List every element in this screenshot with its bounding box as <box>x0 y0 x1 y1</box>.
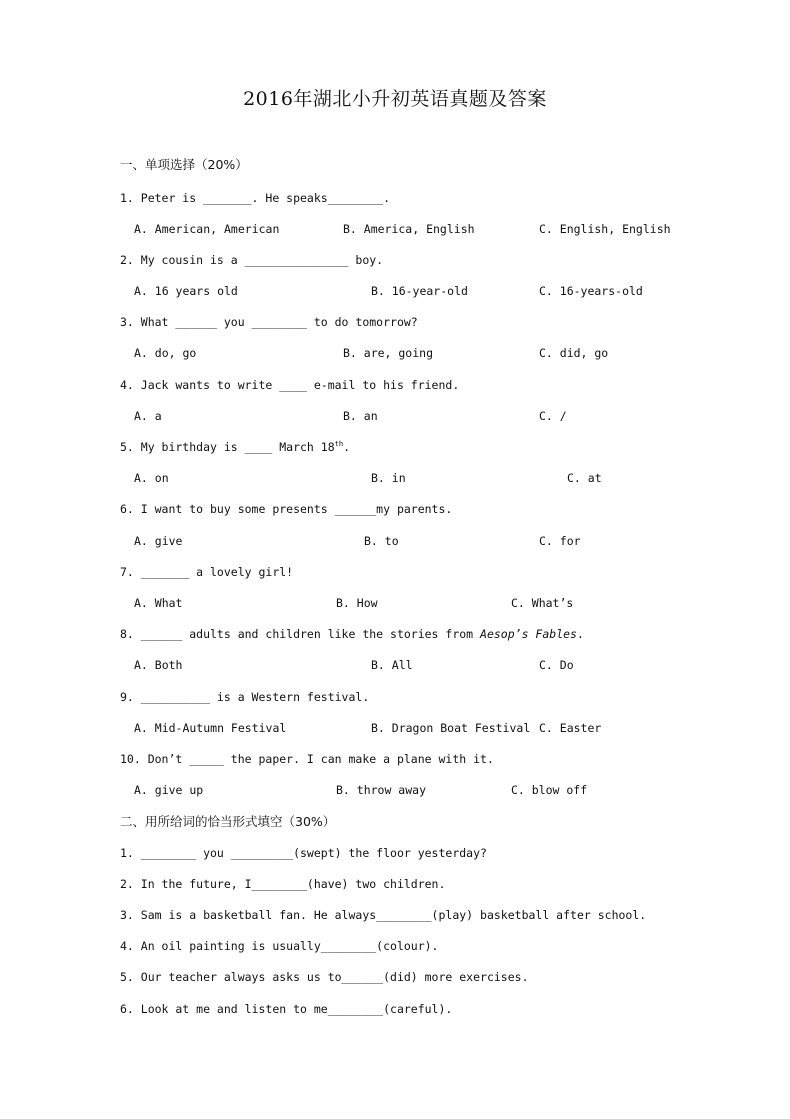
option-5c: C. at <box>567 471 602 485</box>
question-8 <box>120 627 584 641</box>
question-9: 9. __________ is a Western festival. <box>120 690 370 704</box>
option-10b: B. throw away <box>336 783 427 797</box>
option-10a: A. give up <box>134 783 204 797</box>
option-6a: A. give <box>134 534 183 548</box>
question-8-end: . <box>576 627 584 641</box>
book-title: Aesop’s Fables <box>480 627 577 641</box>
fill-question-6: 6. Look at me and listen to me________(careful). <box>120 1002 453 1016</box>
option-9c: C. Easter <box>539 721 602 735</box>
fill-question-4: 4. An oil painting is usually________(colour). <box>120 939 439 953</box>
option-3c: C. did, go <box>539 346 609 360</box>
fill-question-3: 3. Sam is a basketball fan. He always________(play) basketball after school. <box>120 908 647 922</box>
question-6: 6. I want to buy some presents ______my parents. <box>120 502 453 516</box>
question-10: 10. Don’t _____ the paper. I can make a plane with it. <box>120 752 494 766</box>
question-5-text: 5. My birthday is ____ March 18 <box>120 440 335 454</box>
option-4c: C. / <box>539 409 567 423</box>
option-2a: A. 16 years old <box>134 284 238 298</box>
option-10c: C. blow off <box>511 783 588 797</box>
option-3a: A. do, go <box>134 346 197 360</box>
fill-question-2: 2. In the future, I________(have) two children. <box>120 877 446 891</box>
option-7a: A. What <box>134 596 183 610</box>
option-1a: A. American, American <box>134 222 280 236</box>
question-7: 7. _______ a lovely girl! <box>120 565 294 579</box>
option-2b: B. 16-year-old <box>371 284 468 298</box>
option-8c: C. Do <box>539 658 574 672</box>
question-2: 2. My cousin is a _______________ boy. <box>120 253 384 267</box>
fill-question-1: 1. ________ you _________(swept) the floor yesterday? <box>120 846 487 860</box>
page-title: 2016年湖北小升初英语真题及答案 <box>243 88 547 110</box>
option-5b: B. in <box>371 471 406 485</box>
option-8b: B. All <box>371 658 413 672</box>
question-3: 3. What ______ you ________ to do tomorrow? <box>120 315 418 329</box>
question-4: 4. Jack wants to write ____ e-mail to his friend. <box>120 378 460 392</box>
question-5 <box>120 440 350 454</box>
option-4b: B. an <box>343 409 378 423</box>
option-5a: A. on <box>134 471 169 485</box>
option-8a: A. Both <box>134 658 183 672</box>
option-1b: B. America, English <box>343 222 475 236</box>
section-heading-2: 二、用所给词的恰当形式填空（30%） <box>120 814 336 829</box>
question-5-end: . <box>343 440 351 454</box>
fill-question-5: 5. Our teacher always asks us to______(did) more exercises. <box>120 970 529 984</box>
option-9a: A. Mid-Autumn Festival <box>134 721 287 735</box>
option-7b: B. How <box>336 596 378 610</box>
option-7c: C. What’s <box>511 596 574 610</box>
option-2c: C. 16-years-old <box>539 284 643 298</box>
option-4a: A. a <box>134 409 162 423</box>
option-3b: B. are, going <box>343 346 434 360</box>
question-8-text: 8. ______ adults and children like the stories from <box>120 627 481 641</box>
option-1c: C. English, English <box>539 222 671 236</box>
question-5-superscript: th <box>334 440 344 449</box>
option-9b: B. Dragon Boat Festival <box>371 721 531 735</box>
option-6c: C. for <box>539 534 581 548</box>
question-1: 1. Peter is _______. He speaks________. <box>120 191 391 205</box>
section-heading-1: 一、单项选择（20%） <box>120 157 248 172</box>
option-6b: B. to <box>364 534 399 548</box>
